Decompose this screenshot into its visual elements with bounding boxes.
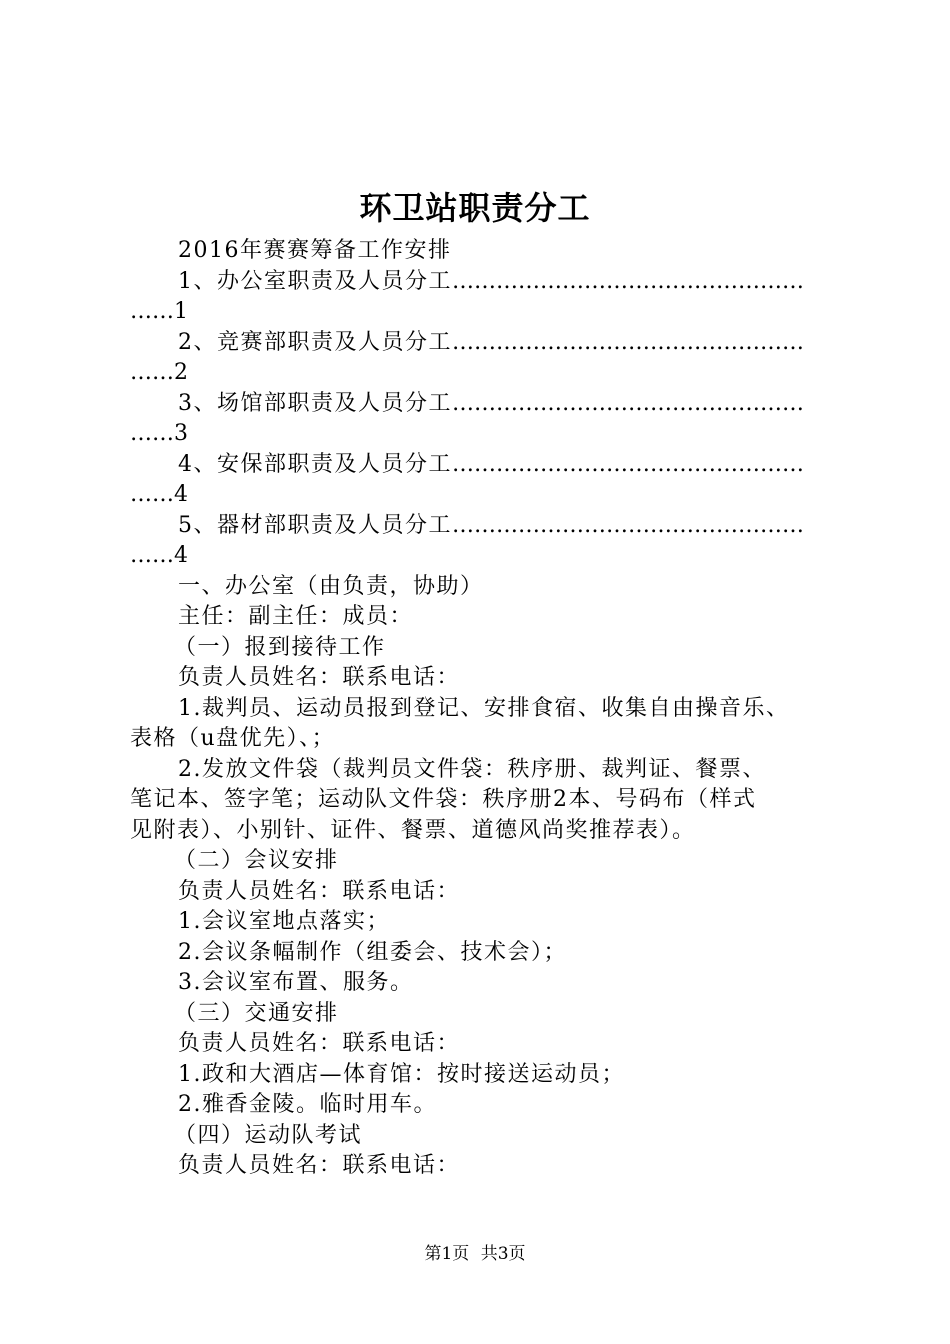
page-title: 环卫站职责分工	[359, 189, 591, 227]
subsection-heading: （二）会议安排	[174, 848, 339, 873]
list-item: 2.雅香金陵。临时用车。	[178, 1092, 437, 1117]
roles-line: 主任：副主任：成员：	[178, 604, 414, 629]
toc-item-4[interactable]	[130, 450, 830, 481]
toc-item-4-page-line	[130, 480, 830, 511]
toc-page-number: 3	[174, 421, 190, 446]
toc-item-5-page-line	[130, 541, 830, 572]
toc-item-label: 1、办公室职责及人员分工	[178, 268, 452, 294]
toc-item-label: 2、竞赛部职责及人员分工	[178, 329, 452, 355]
page-number: 第1页	[424, 1244, 470, 1264]
toc-leader: …………………………………………	[452, 512, 804, 538]
toc-item-3[interactable]	[130, 389, 830, 420]
list-item: 2.发放文件袋（裁判员文件袋：秩序册、裁判证、餐票、	[178, 756, 766, 782]
toc-leader: ……	[130, 360, 174, 385]
toc-leader: …………………………………………	[452, 268, 804, 294]
toc-item-3-page-line	[130, 419, 830, 450]
contact-line: 负责人员姓名：联系电话：	[178, 1153, 461, 1178]
toc-leader: ……	[130, 299, 174, 324]
toc-leader: …………………………………………	[452, 451, 804, 477]
document-body	[130, 236, 830, 1182]
toc-leader: …………………………………………	[452, 390, 804, 416]
toc-leader: ……	[130, 421, 174, 446]
list-item: 1.政和大酒店—体育馆：按时接送运动员；	[178, 1061, 625, 1087]
toc-page-number: 1	[174, 299, 190, 324]
section-heading: 一、办公室（由负责，协助）	[178, 573, 484, 599]
list-item-continued: 笔记本、签字笔；运动队文件袋：秩序册2本、号码布（样式	[130, 787, 757, 812]
subsection-heading: （三）交通安排	[174, 1000, 339, 1026]
list-item: 3.会议室布置、服务。	[178, 970, 414, 995]
page-footer	[0, 1242, 950, 1266]
contact-line: 负责人员姓名：联系电话：	[178, 665, 461, 690]
toc-leader: ……	[130, 482, 174, 507]
toc-leader: …………………………………………	[452, 329, 804, 355]
toc-item-1-page-line	[130, 297, 830, 328]
toc-item-1[interactable]	[130, 267, 830, 298]
list-item-continued: 见附表）、小别针、证件、餐票、道德风尚奖推荐表）。	[130, 817, 696, 843]
list-item: 1.会议室地点落实；	[178, 909, 390, 934]
toc-item-5[interactable]	[130, 511, 830, 542]
toc-item-label: 4、安保部职责及人员分工	[178, 451, 452, 477]
list-item-continued: 表格（u盘优先）、；	[130, 726, 336, 751]
toc-item-label: 3、场馆部职责及人员分工	[178, 390, 452, 416]
toc-page-number: 2	[174, 360, 190, 385]
subsection-heading: （一）报到接待工作	[174, 634, 386, 660]
contact-line: 负责人员姓名：联系电话：	[178, 1031, 461, 1056]
list-item: 1.裁判员、运动员报到登记、安排食宿、收集自由操音乐、	[178, 695, 790, 721]
toc-item-2-page-line	[130, 358, 830, 389]
toc-item-2[interactable]	[130, 328, 830, 359]
toc-leader: ……	[130, 543, 174, 568]
toc-page-number: 4	[174, 482, 190, 507]
toc-heading: 2016年赛赛筹备工作安排	[178, 238, 452, 263]
toc-page-number: 4	[174, 543, 190, 568]
list-item: 2.会议条幅制作（组委会、技术会）；	[178, 939, 567, 965]
page-total: 共3页	[480, 1244, 526, 1264]
toc-item-label: 5、器材部职责及人员分工	[178, 512, 452, 538]
subsection-heading: （四）运动队考试	[174, 1122, 363, 1148]
contact-line: 负责人员姓名：联系电话：	[178, 878, 461, 904]
